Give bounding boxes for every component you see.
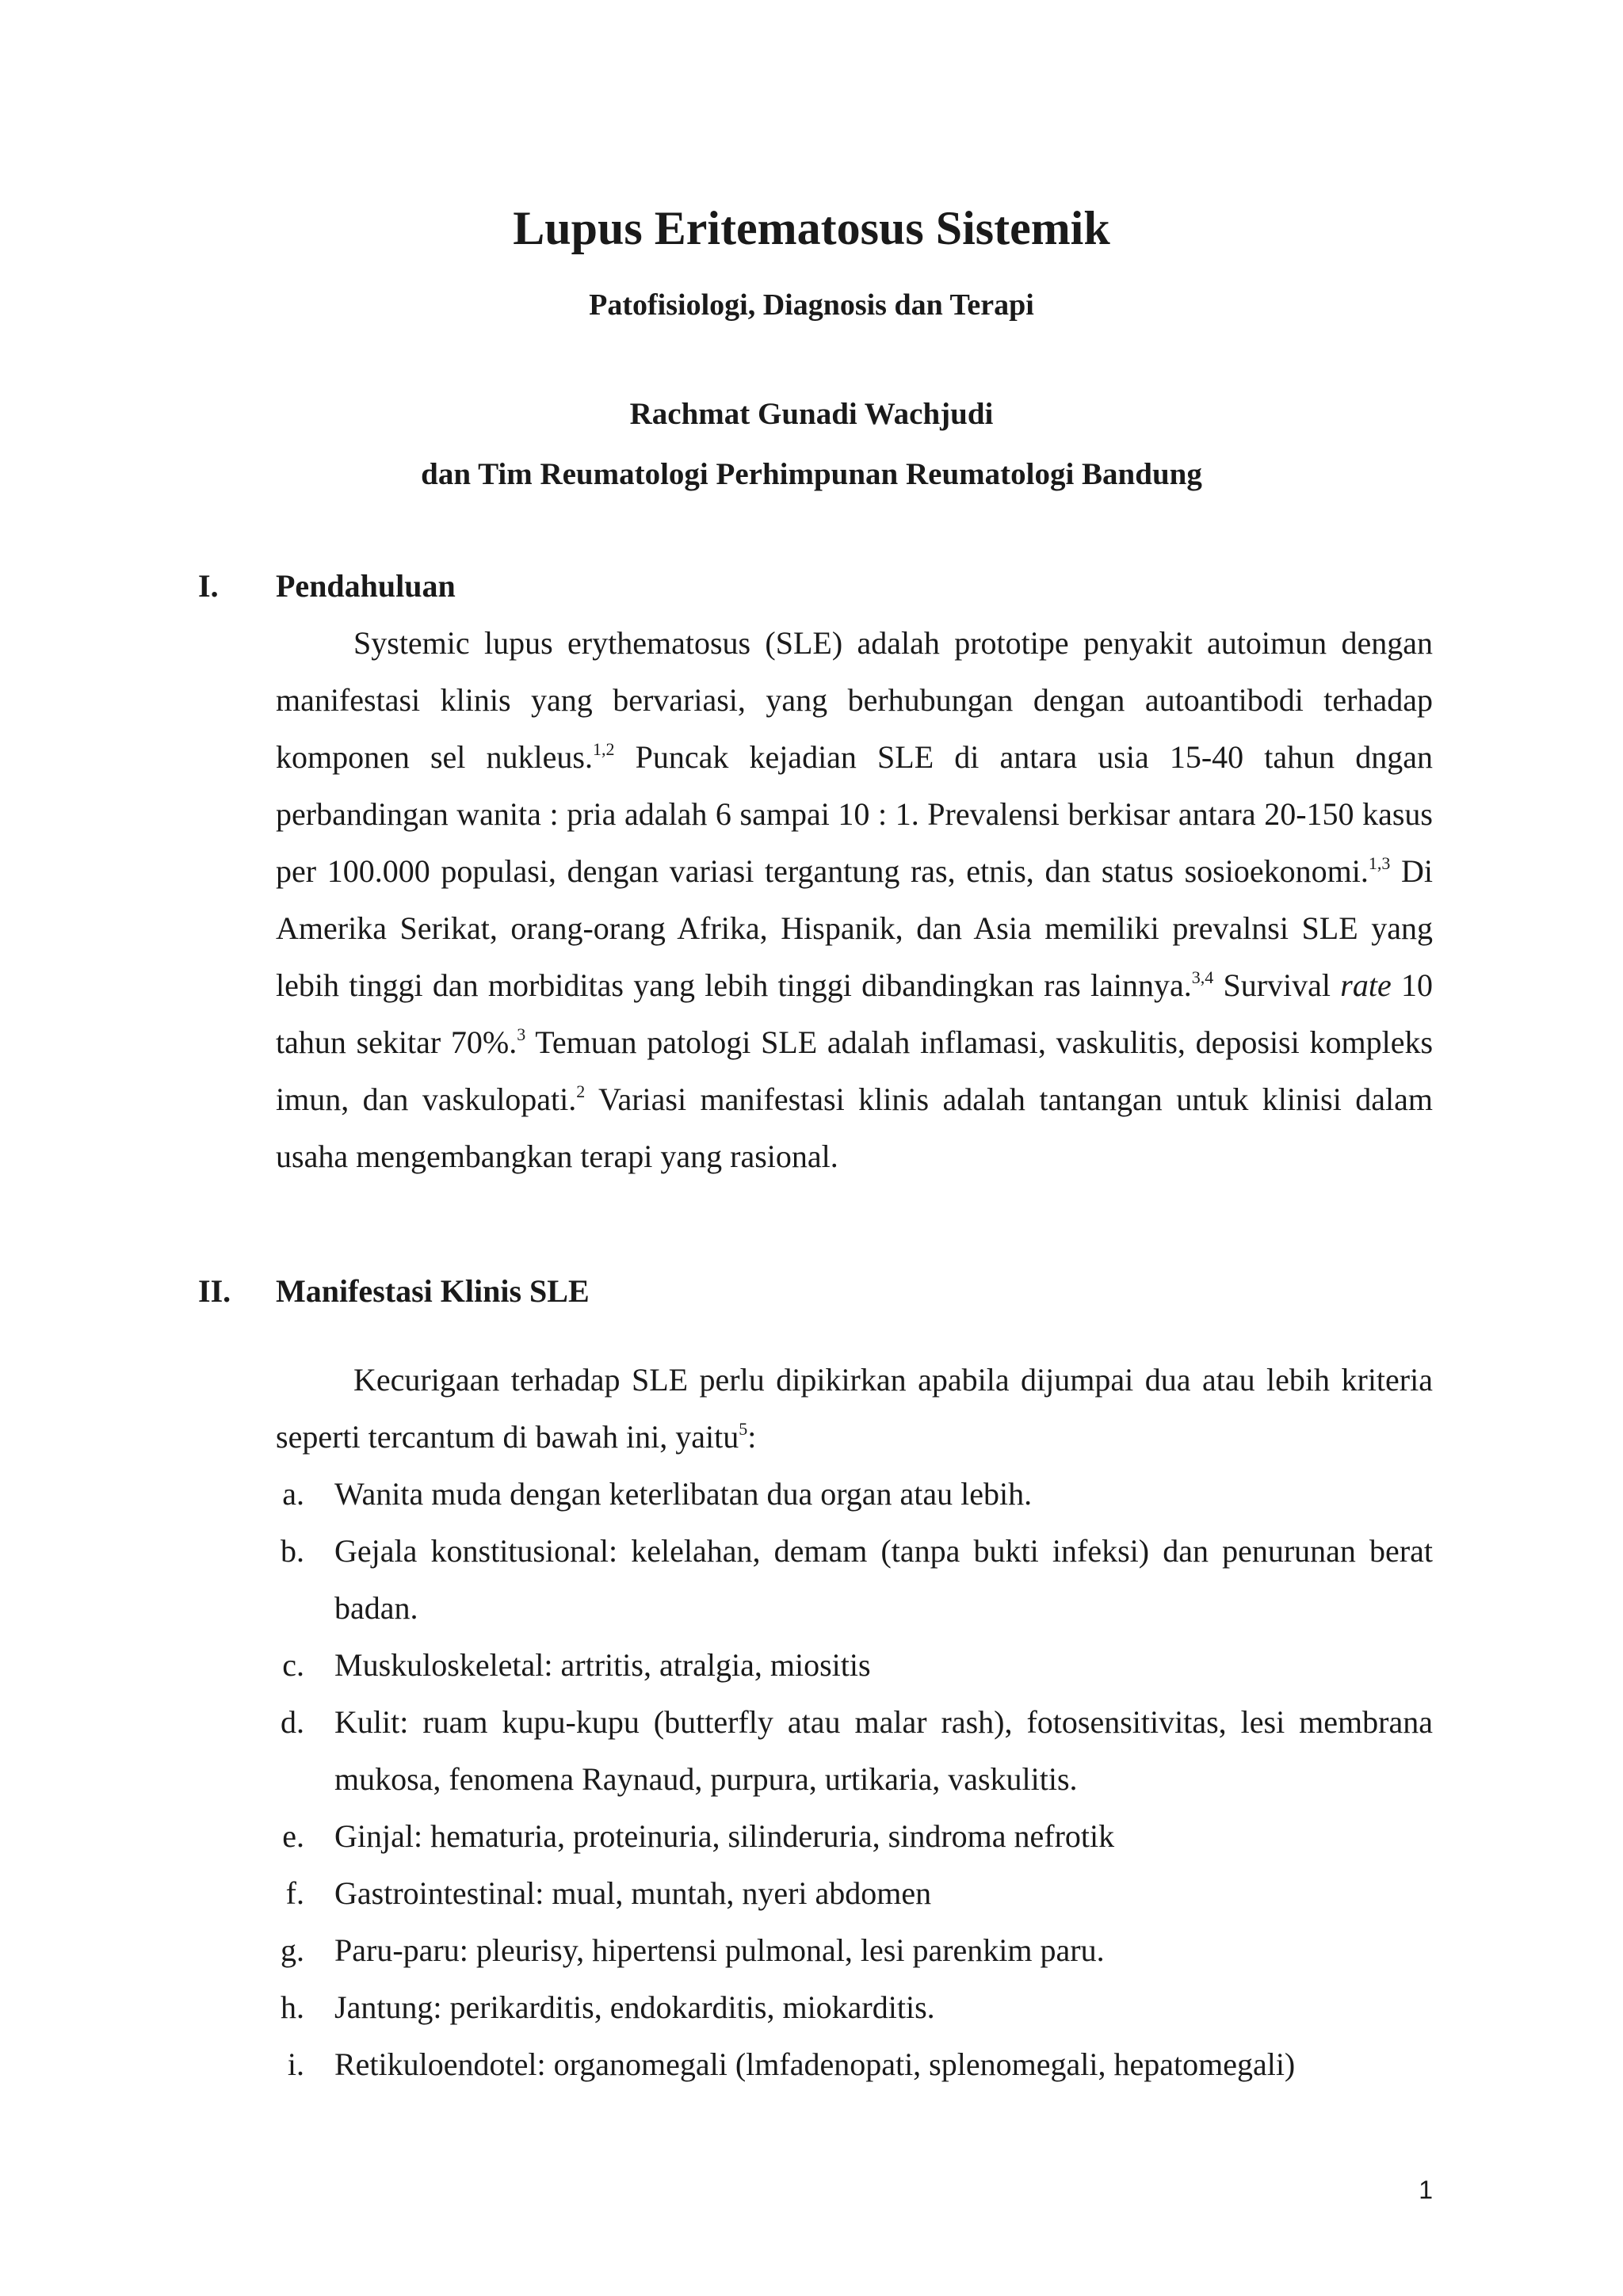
text-run: Survival [1213, 967, 1341, 1003]
citation: 1,3 [1368, 853, 1391, 873]
text-run: Di Amerika Serikat, orang-orang Afrika, Hispanik, dan Asia memiliki prevalnsi SLE yang lebih tinggi dan morbiditas yang lebih tinggi dibandingkan ras lainnya. [276, 853, 1433, 1003]
section-1-paragraph [276, 615, 1433, 1185]
list-item [276, 1922, 1433, 1979]
document-title: Lupus Eritematosus Sistemik [513, 202, 1110, 254]
author-name: Rachmat Gunadi Wachjudi [629, 397, 994, 431]
list-label: d. [281, 1704, 304, 1740]
text-run: 10 tahun sekitar 70%. [276, 967, 1433, 1060]
text-run: Kecurigaan terhadap SLE perlu dipikirkan apabila dijumpai dua atau lebih kriteria seperti tercantum di bawah ini, yaitu [276, 1362, 1433, 1455]
list-label: h. [281, 1989, 304, 2025]
citation: 3 [517, 1024, 526, 1044]
list-label: f. [285, 1875, 304, 1911]
list-item [276, 1865, 1433, 1922]
list-item [276, 2036, 1433, 2093]
citation: 1,2 [592, 739, 615, 759]
text-run: Puncak kejadian SLE di antara usia 15-40 tahun dngan perbandingan wanita : pria adalah 6 sampai 10 : 1. Prevalensi berkisar antara 20-150 kasus per 100.000 populasi, dengan variasi tergantung ras, etnis, dan status sosioekonomi. [276, 739, 1434, 889]
list-item [276, 1979, 1433, 2036]
text-run: : [747, 1419, 757, 1455]
list-label: i. [287, 2046, 304, 2082]
text-run: Systemic lupus erythematosus (SLE) adalah prototipe penyakit autoimun dengan manifestasi klinis yang bervariasi, yang berhubungan dengan autoantibodi terhadap komponen sel nukleus. [276, 625, 1433, 775]
list-text: Kulit: ruam kupu-kupu (butterfly atau malar rash), fotosensitivitas, lesi membrana mukosa, fenomena Raynaud, purpura, urtikaria, vaskulitis. [334, 1704, 1433, 1797]
criteria-list [276, 1466, 1433, 2093]
list-text: Wanita muda dengan keterlibatan dua organ atau lebih. [334, 1476, 1033, 1512]
list-text: Gastrointestinal: mual, muntah, nyeri abdomen [334, 1875, 932, 1911]
list-item [276, 1694, 1433, 1808]
section-2-number: II. [198, 1273, 231, 1309]
list-text: Muskuloskeletal: artritis, atralgia, miositis [334, 1647, 871, 1683]
list-label: e. [282, 1818, 304, 1854]
list-label: a. [282, 1476, 304, 1512]
list-label: c. [282, 1647, 304, 1683]
italic-term: rate [1340, 967, 1392, 1003]
list-label: g. [281, 1932, 304, 1968]
section-2-title: Manifestasi Klinis SLE [276, 1273, 590, 1309]
list-text: Ginjal: hematuria, proteinuria, silinderuria, sindroma nefrotik [334, 1818, 1115, 1854]
citation: 3,4 [1191, 967, 1214, 987]
text-run: Variasi manifestasi klinis adalah tantangan untuk klinisi dalam usaha mengembangkan terapi yang rasional. [276, 1081, 1434, 1174]
citation: 5 [739, 1419, 748, 1439]
section-1-title: Pendahuluan [276, 568, 456, 604]
list-text: Jantung: perikarditis, endokarditis, miokarditis. [334, 1989, 935, 2025]
document-subtitle: Patofisiologi, Diagnosis dan Terapi [589, 288, 1034, 322]
page-number: 1 [1419, 2176, 1433, 2204]
section-1-number: I. [198, 568, 219, 604]
author-affiliation: dan Tim Reumatologi Perhimpunan Reumatologi Bandung [421, 457, 1202, 491]
citation: 2 [576, 1081, 586, 1101]
list-item [276, 1466, 1433, 1523]
text-run: Temuan patologi SLE adalah inflamasi, vaskulitis, deposisi kompleks imun, dan vaskulopati. [276, 1024, 1434, 1117]
list-item [276, 1808, 1433, 1865]
list-text: Paru-paru: pleurisy, hipertensi pulmonal, lesi parenkim paru. [334, 1932, 1105, 1968]
list-item [276, 1637, 1433, 1694]
list-text: Retikuloendotel: organomegali (lmfadenopati, splenomegali, hepatomegali) [334, 2046, 1296, 2082]
list-label: b. [281, 1533, 304, 1569]
list-item [276, 1523, 1433, 1637]
list-text: Gejala konstitusional: kelelahan, demam (tanpa bukti infeksi) dan penurunan berat badan. [334, 1533, 1433, 1626]
section-2-intro [276, 1352, 1433, 1466]
